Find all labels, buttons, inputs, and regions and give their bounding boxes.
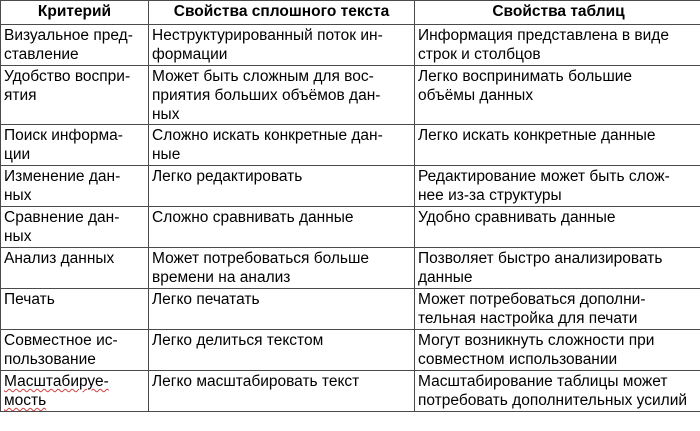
table-properties-cell: Масштабирование таблицы может потребовать дополнительных усилий — [415, 371, 700, 412]
criterion-cell: Анализ данных — [1, 248, 149, 289]
table-header — [1, 1, 700, 25]
table-properties-cell: Информация представлена в виде строк и столбцов — [415, 25, 700, 66]
text-properties-cell: Может быть сложным для вос- приятия больших объёмов дан- ных — [149, 66, 415, 125]
table-properties-cell: Могут возникнуть сложности при совместном использовании — [415, 330, 700, 371]
criterion-cell: Визуальное пред- ставление — [1, 25, 149, 66]
table-properties-cell: Удобно сравнивать данные — [415, 207, 700, 248]
table-properties-cell: Легко воспринимать большие объёмы данных — [415, 66, 700, 125]
header-text-properties: Свойства сплошного текста — [149, 1, 415, 25]
table-properties-cell: Может потребоваться дополни- тельная настройка для печати — [415, 289, 700, 330]
table-row — [1, 166, 700, 207]
table-row — [1, 25, 700, 66]
criterion-cell: Поиск информа- ции — [1, 125, 149, 166]
table-row — [1, 289, 700, 330]
table-row — [1, 248, 700, 289]
criterion-cell: Совместное ис- пользование — [1, 330, 149, 371]
table-row — [1, 125, 700, 166]
text-properties-cell: Легко редактировать — [149, 166, 415, 207]
table-properties-cell: Позволяет быстро анализировать данные — [415, 248, 700, 289]
criterion-cell: Удобство воспри- ятия — [1, 66, 149, 125]
text-properties-cell: Легко масштабировать текст — [149, 371, 415, 412]
header-criterion: Критерий — [1, 1, 149, 25]
table-row — [1, 330, 700, 371]
table-body — [1, 25, 700, 412]
text-properties-cell: Легко делиться текстом — [149, 330, 415, 371]
table-properties-cell: Редактирование может быть слож- нее из-за структуры — [415, 166, 700, 207]
table-properties-cell: Легко искать конкретные данные — [415, 125, 700, 166]
criterion-cell: Сравнение дан- ных — [1, 207, 149, 248]
table-row — [1, 207, 700, 248]
text-properties-cell: Сложно сравнивать данные — [149, 207, 415, 248]
text-properties-cell: Неструктурированный поток ин- формации — [149, 25, 415, 66]
text-properties-cell: Может потребоваться больше времени на анализ — [149, 248, 415, 289]
criterion-cell: Масштабируе- мость — [1, 371, 149, 412]
criterion-cell: Изменение дан- ных — [1, 166, 149, 207]
text-properties-cell: Сложно искать конкретные дан- ные — [149, 125, 415, 166]
header-table-properties: Свойства таблиц — [415, 1, 700, 25]
criterion-cell: Печать — [1, 289, 149, 330]
text-properties-cell: Легко печатать — [149, 289, 415, 330]
header-row — [1, 1, 700, 25]
table-row — [1, 66, 700, 125]
table-row — [1, 371, 700, 412]
